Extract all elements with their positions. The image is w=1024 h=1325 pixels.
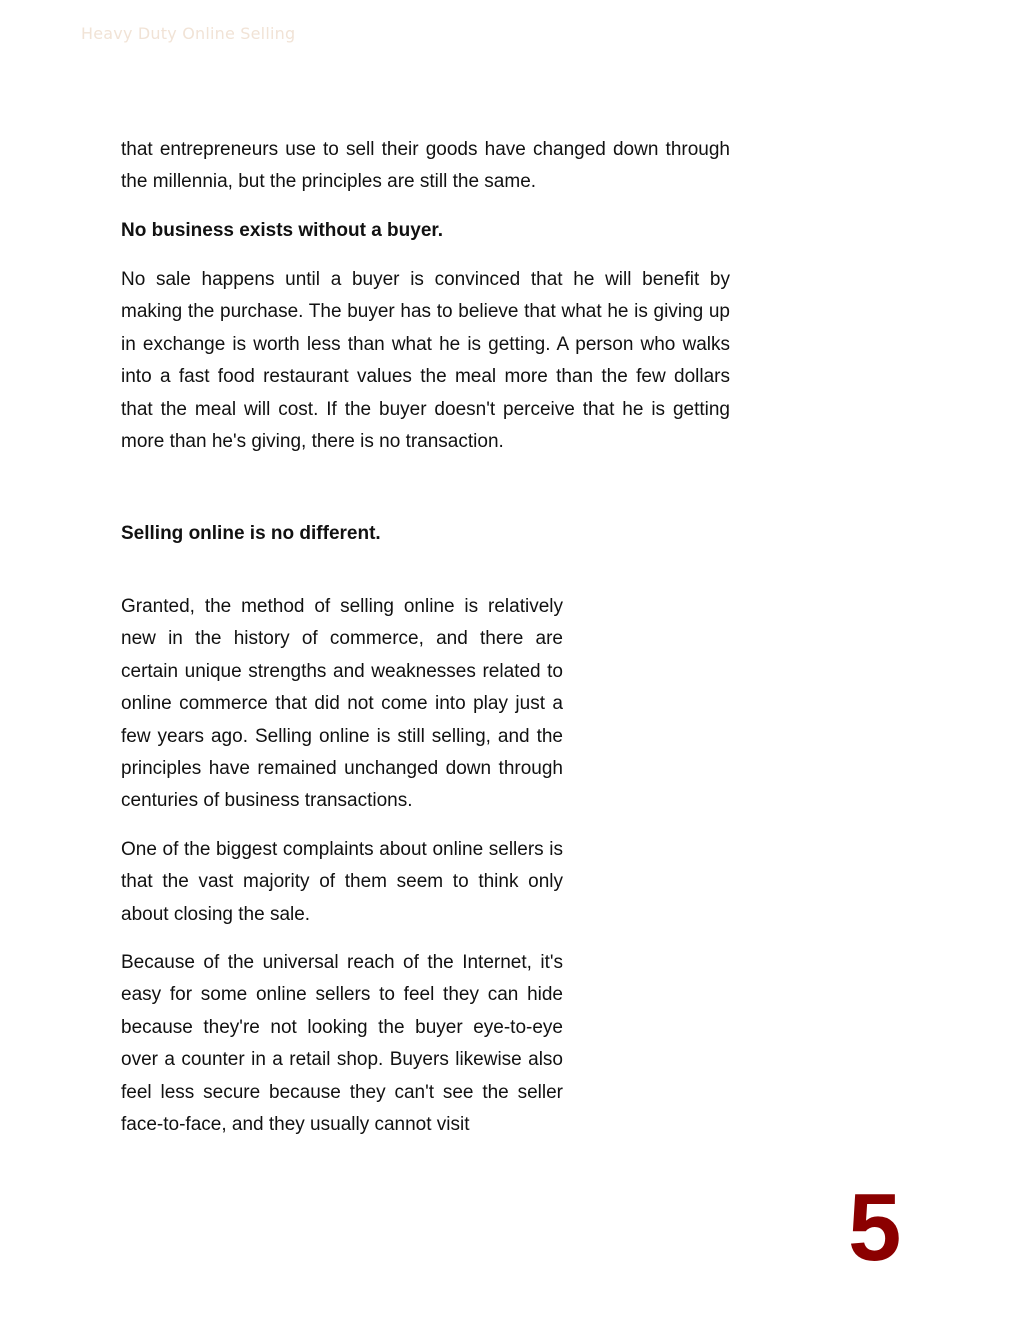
heading-selling-online-no-different: Selling online is no different. <box>121 523 381 544</box>
paragraph-complaints: One of the biggest complaints about online sellers is that the vast majority of them seem to think only about closing the sale. <box>121 839 563 925</box>
page-number: 5 <box>848 1174 902 1281</box>
paragraph-universal-reach: Because of the universal reach of the Internet, it's easy for some online sellers to feel they can hide because they're not looking the buyer eye-to-eye over a counter in a retail shop. Buyers likewise also feel less secure because they can't see the seller face-to-face, and they usually cannot visit <box>121 952 563 1136</box>
running-header: Heavy Duty Online Selling <box>81 24 296 43</box>
heading-no-business-without-buyer: No business exists without a buyer. <box>121 220 444 241</box>
paragraph-buyer-benefit: No sale happens until a buyer is convinced that he will benefit by making the purchase. The buyer has to believe that what he is giving up in exchange is worth less than what he is getting. A person who walks into a fast food restaurant values the meal more than the few dollars that the meal will cost. If the buyer doesn't perceive that he is getting more than he's giving, there is no transaction. <box>121 269 730 453</box>
paragraph-selling-online-method: Granted, the method of selling online is relatively new in the history of commerce, and there are certain unique strengths and weaknesses related to online commerce that did not come into play just a few years ago. Selling online is still selling, and the principles have remained unchanged down through centuries of business transactions. <box>121 596 563 812</box>
paragraph-intro-continuation: that entrepreneurs use to sell their goods have changed down through the millennia, but the principles are still the same. <box>121 139 730 193</box>
